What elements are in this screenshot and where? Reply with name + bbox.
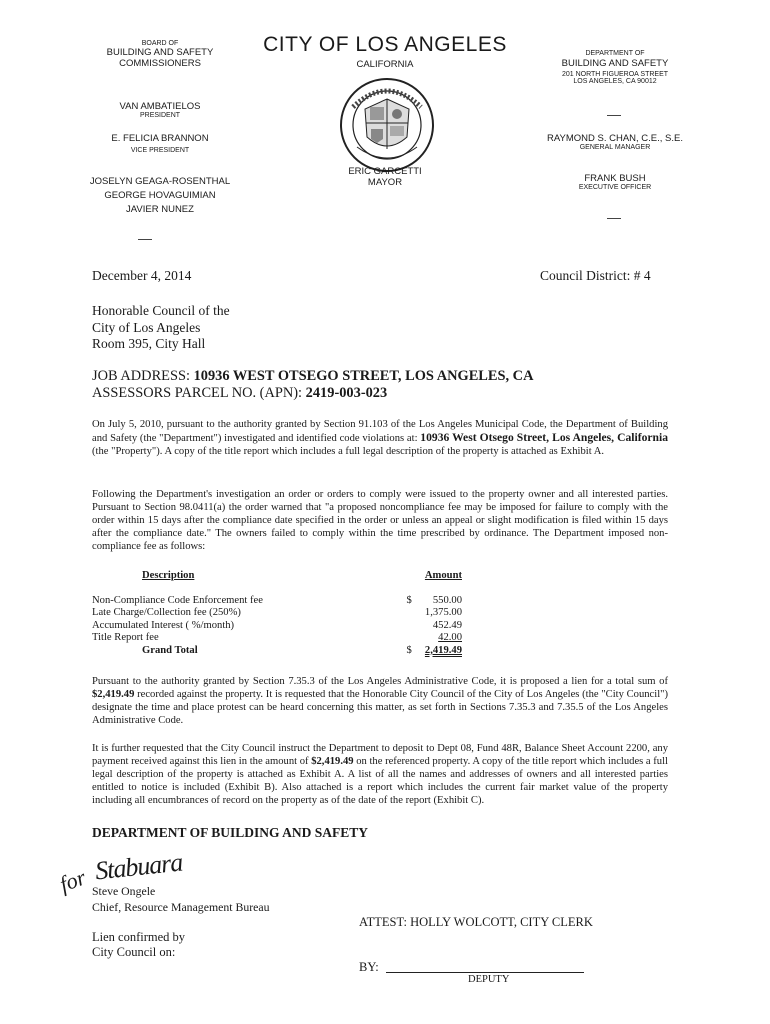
fee-amount: 550.00 bbox=[432, 595, 462, 607]
apn-value: 2419-003-023 bbox=[305, 385, 388, 401]
fee-amount: 42.00 bbox=[438, 632, 462, 644]
right-divider-bottom bbox=[607, 218, 621, 219]
paragraph-4 bbox=[92, 742, 668, 807]
description-header: Description bbox=[142, 569, 195, 581]
recipient-line: Honorable Council of the bbox=[92, 303, 230, 318]
board-line1: BOARD OF bbox=[141, 40, 179, 47]
dept-line1: DEPARTMENT OF bbox=[585, 50, 645, 57]
signer-name: Steve Ongele bbox=[92, 884, 156, 898]
apn bbox=[92, 385, 387, 402]
paragraph-text: recorded against the property. It is requested that the Honorable City Council of the City of Los Angeles (the "City Council") designate the time and place protest can be heard concerning this matter, as set forth in Sections 7.35.3 and 7.35.5 of the Los Angeles Administrative Code. bbox=[92, 689, 668, 726]
commissioner-name: JAVIER NUNEZ bbox=[126, 204, 194, 215]
fee-row bbox=[92, 594, 462, 606]
fee-currency bbox=[406, 607, 424, 619]
fee-total-row bbox=[92, 644, 462, 656]
lien-line: City Council on: bbox=[92, 945, 176, 959]
signature-scrawl: Stabuara bbox=[93, 847, 184, 886]
right-divider-top bbox=[607, 115, 621, 116]
apn-label: ASSESSORS PARCEL NO. (APN): bbox=[92, 385, 306, 401]
general-manager-name: RAYMOND S. CHAN, C.E., S.E. bbox=[546, 133, 683, 144]
mayor-title: MAYOR bbox=[367, 177, 403, 188]
grand-total-amount: 2,419.49 bbox=[424, 644, 462, 656]
job-address-value: 10936 WEST OTSEGO STREET, LOS ANGELES, CA bbox=[193, 368, 534, 384]
state-title: CALIFORNIA bbox=[356, 59, 414, 70]
grand-total-currency: $ bbox=[406, 644, 412, 656]
commissioners-block bbox=[80, 175, 240, 217]
fee-description: Non-Compliance Code Enforcement fee bbox=[92, 595, 263, 607]
paragraph-bold: $2,419.49 bbox=[92, 689, 135, 700]
fee-currency: $ bbox=[406, 595, 412, 607]
vice-president-name: E. FELICIA BRANNON bbox=[111, 133, 209, 144]
council-district: Council District: # 4 bbox=[540, 268, 651, 283]
fee-table bbox=[92, 568, 462, 656]
executive-officer-name: FRANK BUSH bbox=[584, 173, 646, 184]
dept-line2: BUILDING AND SAFETY bbox=[561, 58, 669, 69]
signer-block bbox=[92, 883, 270, 915]
attest-line: ATTEST: HOLLY WOLCOTT, CITY CLERK bbox=[359, 915, 593, 929]
vice-president-title: VICE PRESIDENT bbox=[130, 147, 190, 154]
city-heading bbox=[250, 33, 520, 70]
commissioner-name: GEORGE HOVAGUIMIAN bbox=[104, 190, 216, 201]
fee-currency bbox=[406, 632, 424, 644]
fee-description: Title Report fee bbox=[92, 632, 159, 644]
recipient-line: Room 395, City Hall bbox=[92, 336, 206, 351]
board-line3: COMMISSIONERS bbox=[119, 58, 201, 69]
amount-header: Amount bbox=[424, 569, 462, 581]
left-divider bbox=[138, 239, 152, 240]
general-manager-title: GENERAL MANAGER bbox=[579, 144, 651, 151]
paragraph-3 bbox=[92, 675, 668, 727]
fee-currency bbox=[406, 619, 424, 631]
paragraph-text: on the referenced property. A copy of the title report which includes a full legal description of the property is attached as Exhibit A. A list of all the names and addresses of owners and all interested parties entitled to notice is included (Exhibit B). Also attached is a report which includes the current fair market value of the property including all encumbrances of record on the property as of the date of the report (Exhibit C). bbox=[92, 756, 668, 806]
signature-line bbox=[386, 972, 584, 973]
president-block bbox=[90, 101, 230, 119]
lien-confirmation bbox=[92, 930, 185, 960]
fee-amount: 1,375.00 bbox=[424, 607, 462, 619]
fee-row bbox=[92, 632, 462, 644]
fee-description: Accumulated Interest ( %/month) bbox=[92, 619, 235, 631]
mayor-block bbox=[320, 166, 450, 188]
executive-officer-block bbox=[530, 173, 700, 191]
paragraph-bold: $2,419.49 bbox=[311, 756, 354, 767]
president-name: VAN AMBATIELOS bbox=[119, 101, 201, 112]
by-label: BY: bbox=[359, 960, 379, 974]
grand-total-label: Grand Total bbox=[142, 644, 198, 656]
paragraph-text: Pursuant to the authority granted by Section 7.35.3 of the Los Angeles Administrative Code, it is proposed a lien for a total sum of bbox=[92, 676, 668, 687]
dept-address2: LOS ANGELES, CA 90012 bbox=[573, 78, 657, 85]
department-block bbox=[530, 50, 700, 85]
fee-row bbox=[92, 619, 462, 631]
paragraph-text: It is further requested that the City Council instruct the Department to deposit to Dept 08, Fund 48R, Balance Sheet Account 2200, any payment received against this lien in the amount of bbox=[92, 743, 668, 767]
deputy-label: DEPUTY bbox=[468, 974, 510, 985]
board-block bbox=[90, 40, 230, 69]
paragraph-1 bbox=[92, 418, 668, 458]
board-line2: BUILDING AND SAFETY bbox=[106, 47, 214, 58]
president-title: PRESIDENT bbox=[139, 112, 181, 119]
fee-table-header bbox=[92, 568, 462, 582]
recipient-address bbox=[92, 303, 230, 353]
vice-president-block bbox=[85, 133, 235, 154]
commissioner-name: JOSELYN GEAGA-ROSENTHAL bbox=[89, 176, 231, 187]
mayor-name: ERIC GARCETTI bbox=[348, 166, 422, 177]
city-seal-icon bbox=[339, 77, 435, 173]
fee-description: Late Charge/Collection fee (250%) bbox=[92, 607, 241, 619]
department-heading: DEPARTMENT OF BUILDING AND SAFETY bbox=[92, 825, 369, 840]
dept-address1: 201 NORTH FIGUEROA STREET bbox=[561, 71, 669, 78]
paragraph-bold: 10936 West Otsego Street, Los Angeles, California bbox=[420, 431, 668, 444]
executive-officer-title: EXECUTIVE OFFICER bbox=[578, 184, 652, 191]
recipient-line: City of Los Angeles bbox=[92, 319, 201, 335]
fee-amount: 452.49 bbox=[432, 619, 462, 631]
city-title: CITY OF LOS ANGELES bbox=[263, 33, 507, 56]
lien-line: Lien confirmed by bbox=[92, 930, 186, 944]
paragraph-text: On July 5, 2010, pursuant to the authority granted by Section 91.103 of the Los Angeles Municipal Code, the Department of Building and Safety (the "Department") investigated and identified code violations at: bbox=[92, 419, 668, 444]
general-manager-block bbox=[520, 133, 710, 151]
job-address bbox=[92, 368, 533, 385]
fee-row bbox=[92, 607, 462, 619]
signer-title: Chief, Resource Management Bureau bbox=[92, 900, 270, 914]
paragraph-text: (the "Property"). A copy of the title report which includes a full legal description of the property is attached as Exhibit A. bbox=[92, 446, 605, 457]
paragraph-2: Following the Department's investigation an order or orders to comply were issued to the property owner and all interested parties. Pursuant to Section 98.0411(a) the order warned that "a proposed noncompliance fee may be imposed for failure to comply with the order within 15 days after the compliance date specified in the order or unless an appeal or slight modification is filed within 15 days after the compliance date." The owners failed to comply within the time prescribed by ordinance. The Department imposed non-compliance fee as follows: bbox=[92, 489, 668, 552]
letter-date: December 4, 2014 bbox=[92, 268, 192, 283]
signature-for: for bbox=[56, 864, 90, 897]
job-address-label: JOB ADDRESS: bbox=[92, 368, 194, 384]
